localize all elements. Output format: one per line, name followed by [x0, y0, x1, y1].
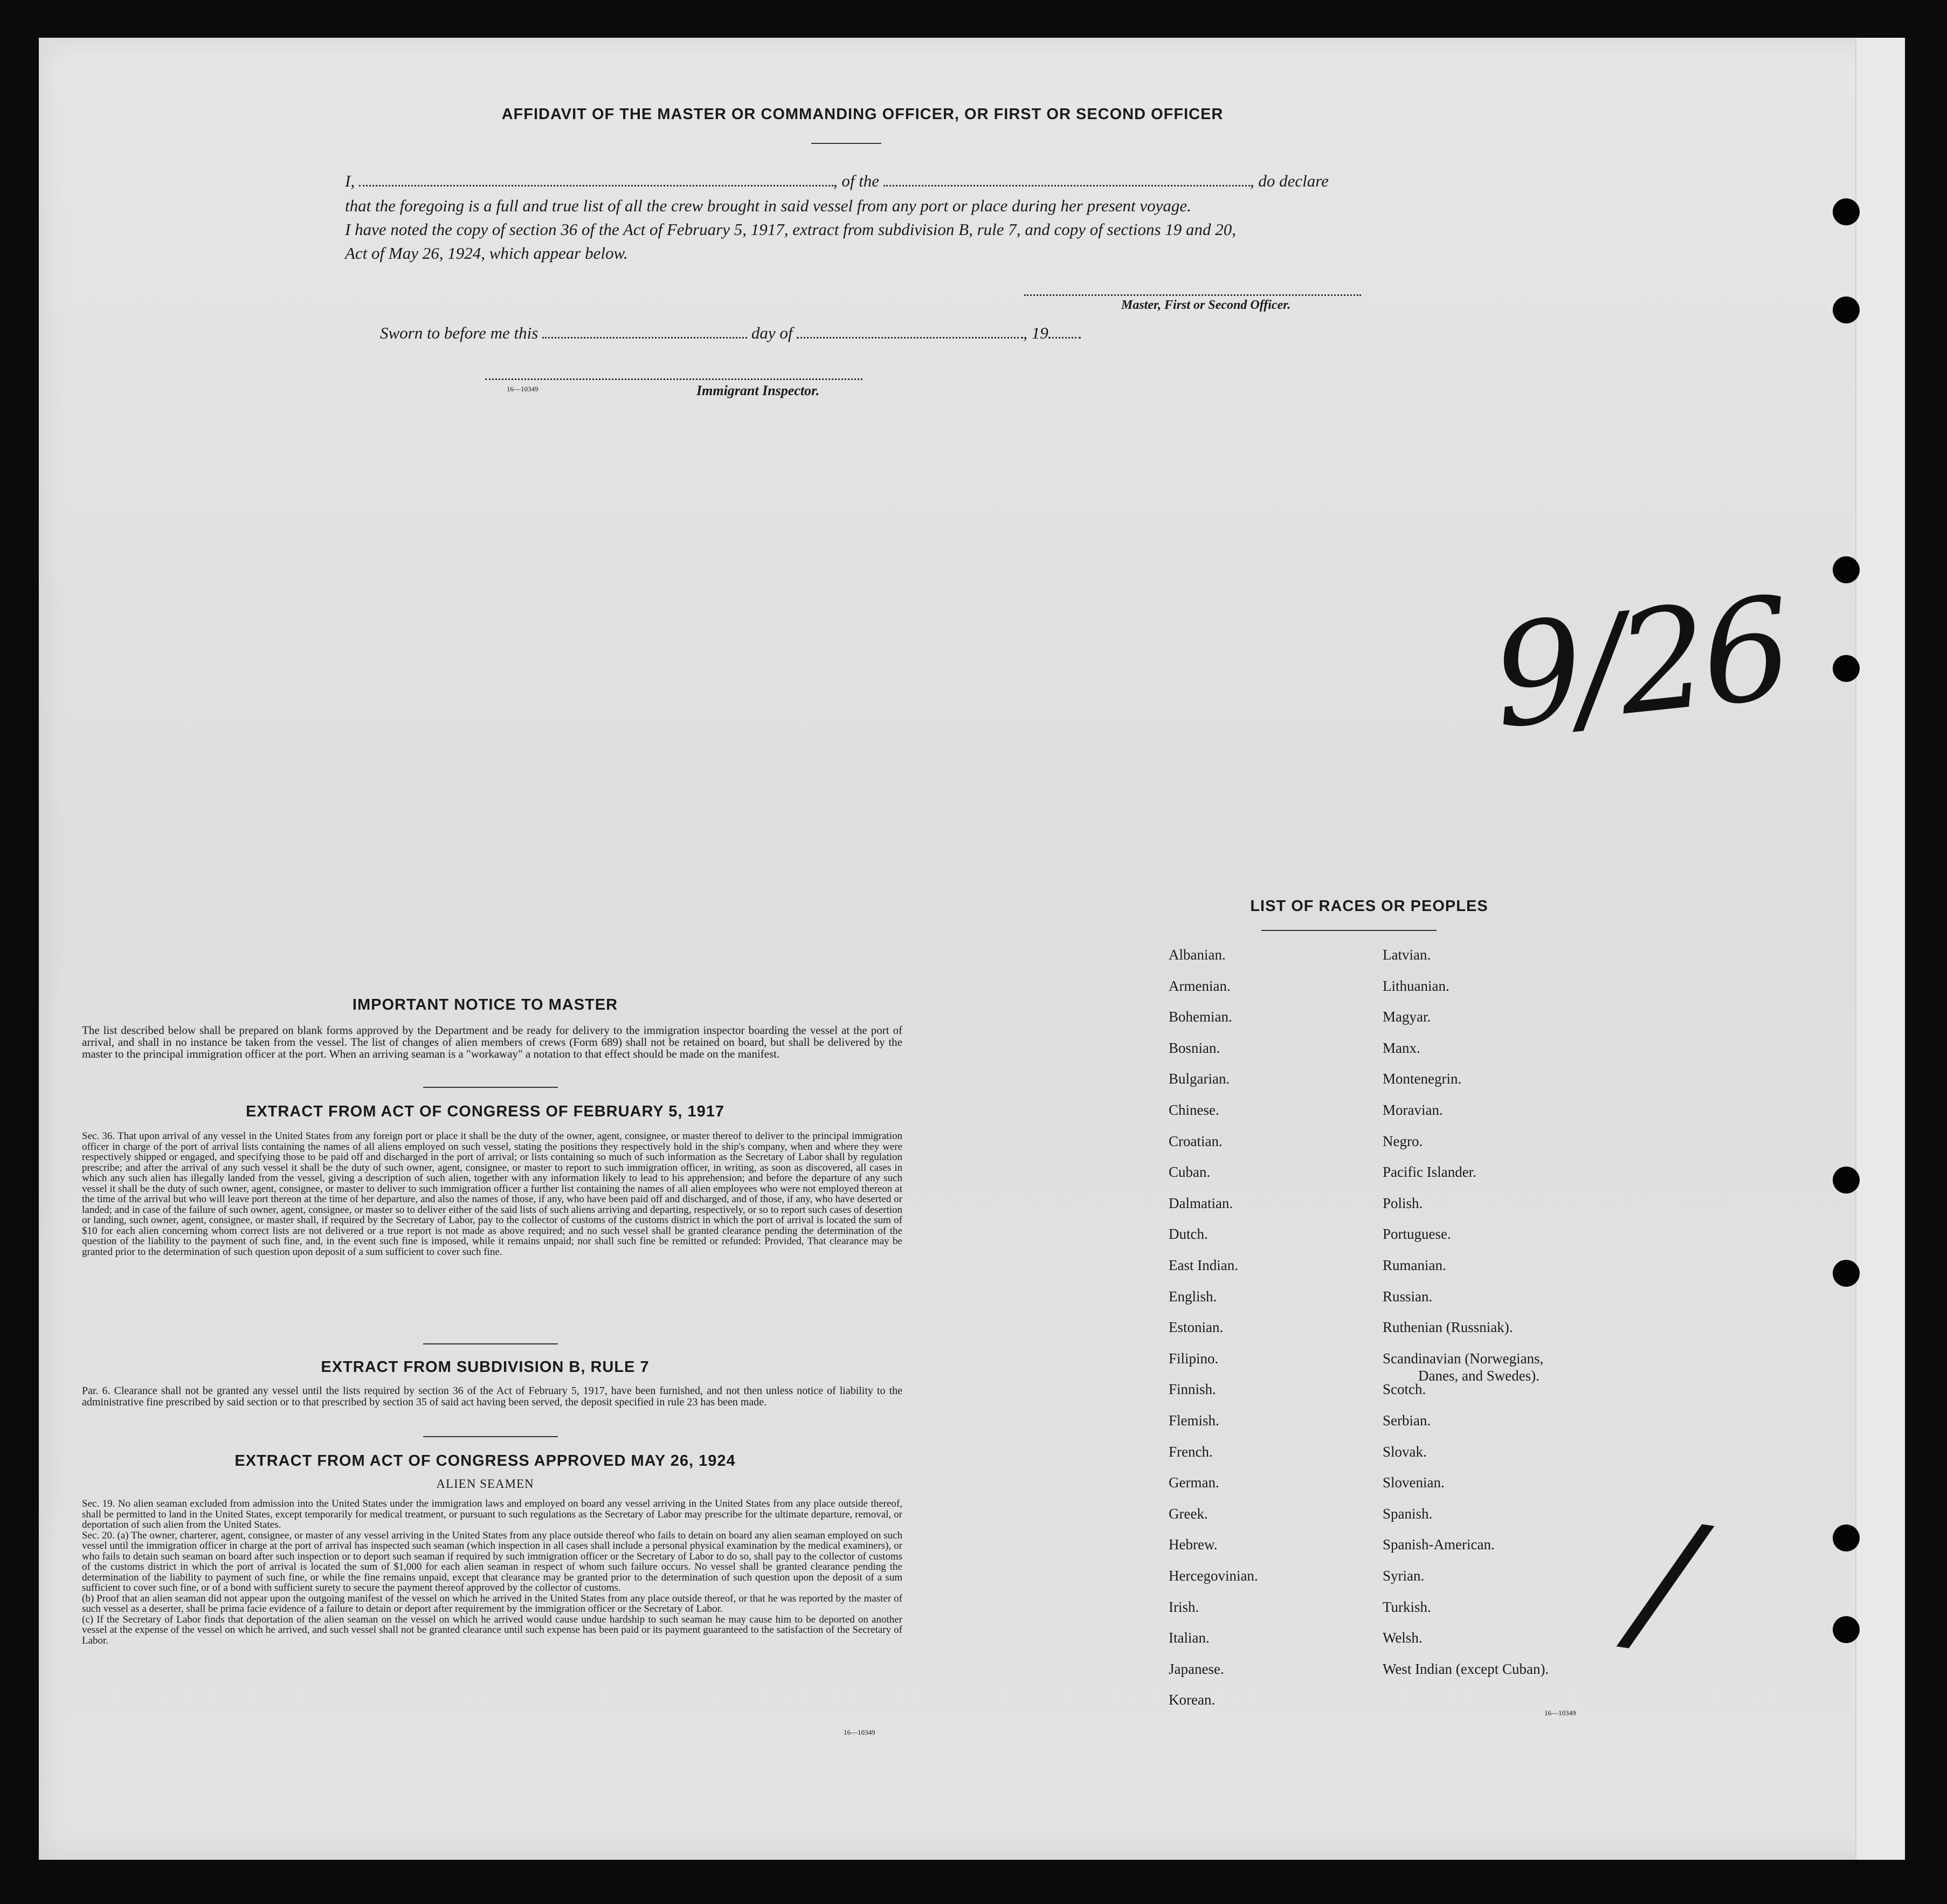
- race-item: Danes, and Swedes).: [1418, 1367, 1539, 1384]
- punch-hole: [1833, 556, 1860, 583]
- extract3-subtitle: ALIEN SEAMEN: [436, 1477, 534, 1491]
- race-item: Syrian.: [1383, 1568, 1425, 1584]
- race-item: Bohemian.: [1169, 1009, 1232, 1025]
- race-item: Ruthenian (Russniak).: [1383, 1319, 1513, 1336]
- race-item: Irish.: [1169, 1598, 1199, 1615]
- extract2-body: Par. 6. Clearance shall not be granted any vessel until the lists required by section 36 of the Act of February 5, 1917, have been furnished, and not then unless notice of liability to the administrative fine prescribed by said section or to that prescribed by section 35 of said act having been served, the deposit specified in rule 23 has been made.: [82, 1385, 902, 1408]
- extract2-title: EXTRACT FROM SUBDIVISION B, RULE 7: [321, 1358, 650, 1376]
- race-item: Croatian.: [1169, 1133, 1223, 1149]
- race-item: Dutch.: [1169, 1226, 1208, 1243]
- race-item: German.: [1169, 1474, 1219, 1491]
- race-item: Spanish.: [1383, 1505, 1433, 1522]
- sec20b-text: (b) Proof that an alien seaman did not appear upon the outgoing manifest of the vessel on which he arrived in the United States from any place outside thereof, or that he was reported by the master of such vessel as a deserter, shall be prima facie evidence of a failure to detain or deport after requirement by the immigration officer or the Secretary of Labor.: [82, 1592, 902, 1615]
- race-item: Polish.: [1383, 1195, 1423, 1211]
- race-item: Serbian.: [1383, 1412, 1431, 1429]
- race-item: Hercegovinian.: [1169, 1568, 1258, 1584]
- race-item: Korean.: [1169, 1692, 1216, 1708]
- extract3-title: EXTRACT FROM ACT OF CONGRESS APPROVED MAY 26, 1924: [234, 1452, 736, 1470]
- race-item: Latvian.: [1383, 947, 1431, 963]
- race-item: Armenian.: [1169, 977, 1231, 994]
- race-item: East Indian.: [1169, 1257, 1238, 1273]
- race-item: West Indian (except Cuban).: [1383, 1660, 1549, 1677]
- signature-caption: Master, First or Second Officer.: [1121, 298, 1291, 312]
- affidavit-form-number: 16—10349: [507, 385, 538, 393]
- race-item: Greek.: [1169, 1505, 1208, 1522]
- race-item: Hebrew.: [1169, 1536, 1218, 1553]
- race-item: Pacific Islander.: [1383, 1164, 1476, 1181]
- extract1-body: Sec. 36. That upon arrival of any vessel in the United States from any foreign port or place it shall be the duty of the owner, agent, consignee, or master thereof to deliver to the principal immigration officer in charge of the port of arrival lists containing the names of all aliens employed on such vessel, stating the positions they respectively hold in the ship's company, when and where they were respectively shipped or engaged, and specifying those to be paid off and discharged in the port of arrival; or lists containing so much of such information as the Secretary of Labor shall by regulation prescribe; and after the arrival of any such vessel it shall be the duty of such owner, agent, consignee, or master to report to such immigration officer, in writing, as soon as discovered, all cases in which any such alien has illegally landed from the vessel, giving a description of such alien, together with any information likely to lead to his apprehension; and before the departure of any such vessel it shall be the duty of such owner, agent, consignee, or master to deliver to such immigration officer a further list containing the names of all alien employees who were not employed thereon at the time of the arrival but who will leave port thereon at the time of her departure, and also the names of those, if any, who have been paid off and discharged, and of those, if any, who have deserted or landed; and in case of the failure of such owner, agent, consignee, or master so to deliver either of the said lists of such aliens arriving and departing, respectively, or so to report such cases of desertion or landing, such owner, agent, consignee, or master shall, if required by the Secretary of Labor, pay to the collector of customs of the customs district in which the port of arrival is located the sum of $10 for each alien concerning whom correct lists are not delivered or a true report is not made as above required; and no such vessel shall be granted clearance pending the determination of the question of the liability to the payment of such fine, and, in the event such fine is imposed, while it remains unpaid; nor shall such fine be remitted or refunded: Provided, That clearance may be granted prior to the determination of such question upon deposit of a sum sufficient to cover such fine.: [82, 1130, 902, 1258]
- handwritten-date: 9/26: [1485, 567, 1794, 760]
- inspector-caption: Immigrant Inspector.: [696, 383, 820, 398]
- race-item: Montenegrin.: [1383, 1071, 1462, 1087]
- race-item: Albanian.: [1169, 947, 1226, 963]
- divider: [423, 1436, 558, 1437]
- divider: [423, 1343, 558, 1344]
- affidavit-of-the: , of the: [833, 171, 880, 190]
- race-item: Spanish-American.: [1383, 1536, 1495, 1553]
- races-form-number: 16—10349: [1544, 1709, 1576, 1717]
- race-item: Welsh.: [1383, 1630, 1423, 1646]
- race-item: Moravian.: [1383, 1102, 1443, 1118]
- affidavit-i: I,: [345, 171, 355, 190]
- affidavit-do-declare: , do declare: [1249, 171, 1329, 190]
- day-blank: [542, 337, 747, 339]
- punch-hole: [1833, 1260, 1860, 1287]
- notice-title: IMPORTANT NOTICE TO MASTER: [352, 996, 618, 1013]
- race-item: Cuban.: [1169, 1164, 1211, 1181]
- handwritten-mark: /: [1626, 1485, 1706, 1679]
- name-blank: [359, 185, 833, 187]
- extract3-body: [82, 1499, 902, 1646]
- race-item: Finnish.: [1169, 1381, 1216, 1398]
- race-item: Dalmatian.: [1169, 1195, 1233, 1211]
- race-item: English.: [1169, 1288, 1217, 1305]
- sec20c-text: (c) If the Secretary of Labor finds that deportation of the alien seaman on the vessel on which he arrived would cause undue hardship to such seaman he may cause him to be deported on another vessel at the expense of the vessel on which he arrived, and such vessel shall not be granted clearance until such expense has been paid or its payment guaranteed to the satisfaction of the Secretary of Labor.: [82, 1613, 902, 1646]
- affidavit-line-4: Act of May 26, 1924, which appear below.: [345, 244, 628, 263]
- title-rule: [811, 143, 881, 144]
- month-blank: [797, 337, 1023, 339]
- race-item: Lithuanian.: [1383, 977, 1449, 994]
- year-blank: [1048, 337, 1081, 339]
- punch-hole: [1833, 198, 1860, 225]
- race-item: Slovak.: [1383, 1443, 1427, 1460]
- race-item: Turkish.: [1383, 1598, 1431, 1615]
- race-item: Japanese.: [1169, 1660, 1224, 1677]
- day-of: day of: [751, 323, 793, 342]
- race-item: Portuguese.: [1383, 1226, 1451, 1243]
- race-item: Scandinavian (Norwegians,: [1383, 1350, 1544, 1367]
- sworn-before: Sworn to before me this: [380, 323, 538, 342]
- race-item: Magyar.: [1383, 1009, 1431, 1025]
- race-item: Bulgarian.: [1169, 1071, 1230, 1087]
- races-title: LIST OF RACES OR PEOPLES: [1250, 898, 1488, 915]
- divider: [423, 1087, 558, 1088]
- year-prefix: , 19: [1023, 323, 1048, 342]
- race-item: Flemish.: [1169, 1412, 1219, 1429]
- signature-line: [1024, 294, 1361, 296]
- race-item: Manx.: [1383, 1039, 1420, 1056]
- race-item: Scotch.: [1383, 1381, 1426, 1398]
- affidavit-line-3: I have noted the copy of section 36 of the Act of February 5, 1917, extract from subdivision B, rule 7, and copy of sections 19 and 20,: [345, 220, 1237, 239]
- affidavit-line-1: [345, 171, 1385, 191]
- inspector-signature-line: [485, 378, 862, 380]
- race-item: Negro.: [1383, 1133, 1423, 1149]
- race-item: Estonian.: [1169, 1319, 1224, 1336]
- race-item: Slovenian.: [1383, 1474, 1445, 1491]
- punch-hole: [1833, 296, 1860, 323]
- affidavit-title: AFFIDAVIT OF THE MASTER OR COMMANDING OFFICER, OR FIRST OR SECOND OFFICER: [501, 106, 1224, 123]
- sec19-text: Sec. 19. No alien seaman excluded from admission into the United States under the immigration laws and employed on board any vessel arriving in the United States from any place outside thereof, shall be permitted to land in the United States, except temporarily for medical treatment, or pursuant to such regulations as the Secretary of Labor may prescribe for the ultimate departure, removal, or deportation of such alien from the United States.: [82, 1498, 902, 1530]
- race-item: Chinese.: [1169, 1102, 1219, 1118]
- sworn-line: [380, 323, 1081, 343]
- affidavit-line-2: that the foregoing is a full and true list of all the crew brought in said vessel from any port or place during her present voyage.: [345, 196, 1191, 215]
- punch-hole: [1833, 1616, 1860, 1643]
- race-item: Bosnian.: [1169, 1039, 1220, 1056]
- extract1-title: EXTRACT FROM ACT OF CONGRESS OF FEBRUARY 5, 1917: [245, 1103, 725, 1120]
- sec20a-text: Sec. 20. (a) The owner, charterer, agent, consignee, or master of any vessel arriving in the United States from any place outside thereof who fails to detain on board any alien seaman employed on such vessel until the immigration officer in charge at the port of arrival has inspected such seaman (which inspection in all cases shall include a personal physical examination by the medical examiners), or who fails to detain such seaman on board after such inspection or to deport such seaman if required by such immigration officer or the Secretary of Labor to do so, shall pay to the collector of customs of the customs district in which the port of arrival is located the sum of $1,000 for each alien seaman in respect of whom such failure occurs. No vessel shall be granted clearance pending the determination of the liability to payment of such fine, or while the fine remains unpaid, except that clearance may be granted prior to the determination of such question upon the deposit of a sum sufficient to cover such fine, or of a bond with sufficient surety to secure the payment thereof approved by the collector of customs.: [82, 1529, 902, 1593]
- vessel-blank: [883, 185, 1250, 187]
- punch-hole: [1833, 1167, 1860, 1194]
- race-item: Rumanian.: [1383, 1257, 1446, 1273]
- races-title-rule: [1261, 930, 1437, 931]
- race-item: Filipino.: [1169, 1350, 1219, 1367]
- punch-hole: [1833, 1524, 1860, 1551]
- race-item: French.: [1169, 1443, 1213, 1460]
- race-item: Russian.: [1383, 1288, 1433, 1305]
- sheet-edge: [1855, 38, 1905, 1860]
- notice-body: The list described below shall be prepared on blank forms approved by the Department and be ready for delivery to the immigration inspector boarding the vessel at the port of arrival, and shall in no instance be taken from the vessel. The list of changes of alien members of crews (Form 689) shall not be retained on board, but shall be delivered by the master to the principal immigration officer at the port. When an arriving seaman is a "workaway" a notation to that effect should be made on the manifest.: [82, 1024, 902, 1060]
- notice-form-number: 16—10349: [844, 1728, 875, 1736]
- punch-hole: [1833, 655, 1860, 682]
- race-item: Italian.: [1169, 1630, 1210, 1646]
